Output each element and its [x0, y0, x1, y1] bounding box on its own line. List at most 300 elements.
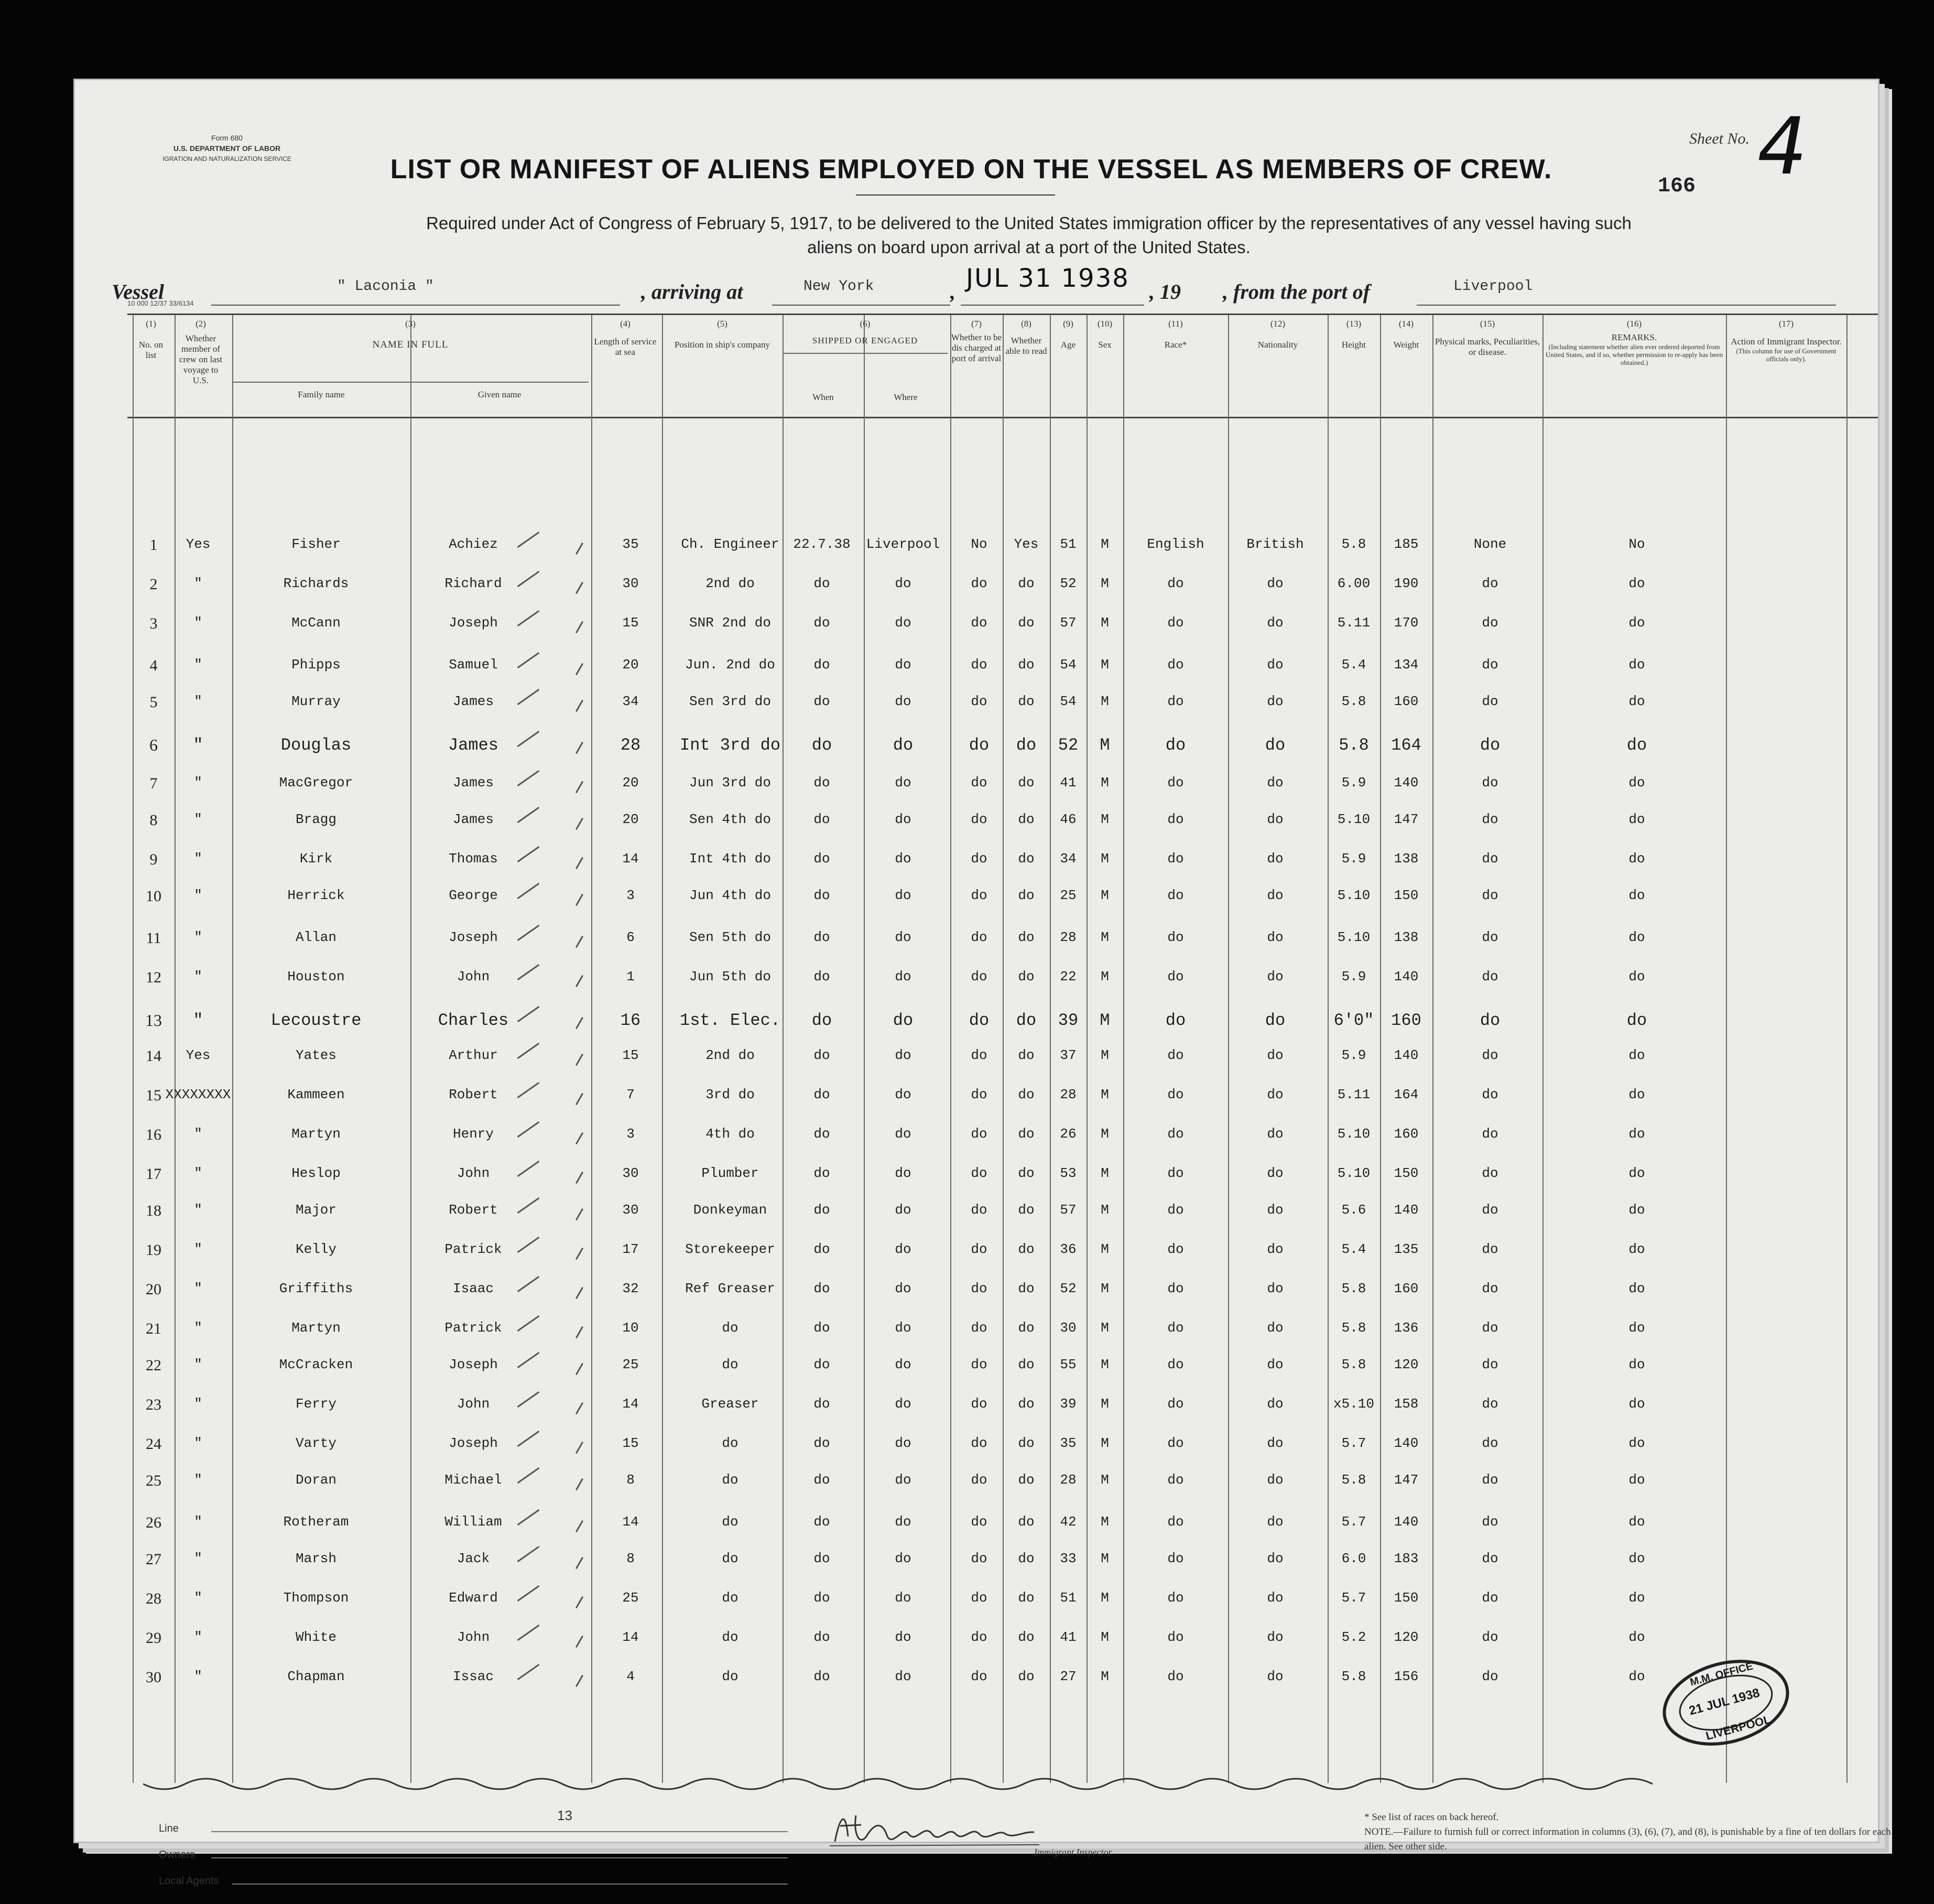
- col-header-1: (1) No. on list: [138, 319, 164, 360]
- family-name: Martyn: [291, 1320, 341, 1336]
- year-label: , 19: [1149, 280, 1181, 304]
- given-name: James: [448, 735, 499, 755]
- able-to-read: do: [1018, 1669, 1035, 1684]
- check-mark: [575, 1054, 583, 1066]
- physical-marks: do: [1482, 1047, 1498, 1063]
- position: 1st. Elec.: [679, 1011, 781, 1030]
- row-number: 8: [149, 812, 158, 829]
- physical-marks: do: [1482, 1126, 1498, 1142]
- crew-member-flag: ": [194, 694, 202, 709]
- crew-member-flag: ": [194, 1435, 202, 1451]
- able-to-read: do: [1018, 1281, 1035, 1296]
- remarks: do: [1628, 929, 1645, 945]
- height: 5.4: [1341, 657, 1366, 673]
- discharged: do: [971, 1590, 987, 1606]
- able-to-read: do: [1018, 1435, 1035, 1451]
- given-name: Patrick: [444, 1320, 502, 1336]
- given-name: James: [452, 812, 494, 827]
- shipped-when: do: [813, 851, 830, 867]
- discharged: do: [971, 775, 987, 791]
- nationality: do: [1267, 1669, 1284, 1684]
- row-number: 25: [146, 1472, 161, 1489]
- race: do: [1165, 735, 1186, 755]
- column-divider: [950, 315, 951, 1783]
- height: 5.8: [1341, 1320, 1366, 1336]
- vessel-label: Vessel: [112, 280, 164, 304]
- row-number: 16: [146, 1126, 161, 1143]
- age: 57: [1060, 615, 1077, 631]
- nationality: do: [1267, 929, 1284, 945]
- shipped-where: do: [895, 1281, 911, 1296]
- service-length: 7: [626, 1087, 635, 1102]
- service-length: 14: [622, 851, 639, 867]
- family-name: Allan: [295, 929, 337, 945]
- physical-marks: do: [1482, 1590, 1498, 1606]
- age: 53: [1060, 1165, 1077, 1181]
- weight: 160: [1391, 1011, 1421, 1030]
- service-length: 20: [622, 812, 639, 827]
- check-mark: [517, 1467, 540, 1484]
- check-mark: [517, 1082, 540, 1098]
- col-header-15: (15) Physical marks, Peculiarities, or disease.: [1435, 319, 1540, 357]
- remarks: do: [1628, 1629, 1645, 1645]
- service-length: 8: [626, 1551, 635, 1566]
- check-mark: [575, 975, 583, 987]
- nationality: do: [1267, 694, 1284, 709]
- height: 5.11: [1337, 1087, 1371, 1102]
- row-number: 18: [146, 1202, 161, 1219]
- shipped-where: do: [895, 576, 911, 591]
- age: 27: [1060, 1669, 1077, 1684]
- crew-member-flag: ": [194, 657, 202, 673]
- able-to-read: do: [1018, 576, 1035, 591]
- column-divider: [1228, 315, 1229, 1783]
- age: 30: [1060, 1320, 1077, 1336]
- col-header-12: (12) Nationality: [1257, 319, 1298, 350]
- height: 5.10: [1337, 888, 1371, 903]
- shipped-when: do: [813, 1472, 830, 1488]
- crew-member-flag: ": [194, 1202, 202, 1218]
- sex: M: [1101, 1281, 1109, 1296]
- nationality: do: [1267, 1202, 1284, 1218]
- crew-member-flag: ": [194, 888, 202, 903]
- owners-field-rule: [211, 1857, 788, 1858]
- check-mark: [575, 543, 583, 555]
- weight: 140: [1394, 1202, 1419, 1218]
- nationality: do: [1267, 1087, 1284, 1102]
- stamp-top: M.M. OFFICE: [1689, 1660, 1754, 1689]
- crew-member-flag: ": [194, 1357, 202, 1372]
- weight: 160: [1394, 1126, 1419, 1142]
- column-divider: [410, 315, 411, 1783]
- family-name: Chapman: [287, 1669, 345, 1684]
- col-header-6: (6) SHIPPED OR ENGAGED: [812, 319, 918, 345]
- physical-marks: do: [1482, 1669, 1498, 1684]
- age: 51: [1060, 536, 1077, 552]
- col-header-given: Given name: [477, 390, 521, 399]
- position: 3rd do: [705, 1087, 755, 1102]
- sheet-label: Sheet No.: [1689, 130, 1750, 147]
- weight: 140: [1394, 1047, 1419, 1063]
- height: 5.8: [1341, 694, 1366, 709]
- race: do: [1167, 1396, 1184, 1412]
- family-name: MacGregor: [279, 775, 353, 791]
- shipped-where: do: [895, 615, 911, 631]
- check-mark: [575, 700, 583, 712]
- remarks: do: [1628, 1396, 1645, 1412]
- shipped-when: do: [813, 1165, 830, 1181]
- shipped-where: do: [895, 1202, 911, 1218]
- race: do: [1167, 929, 1184, 945]
- family-name: Kelly: [295, 1241, 337, 1257]
- owners-label: Owners: [159, 1849, 195, 1860]
- check-mark: [575, 1636, 583, 1648]
- sheet-number: 4: [1749, 101, 1816, 192]
- check-mark: [575, 1402, 583, 1414]
- discharged: No: [971, 536, 987, 552]
- row-number: 17: [146, 1165, 161, 1183]
- position: Ref Greaser: [685, 1281, 775, 1296]
- discharged: do: [969, 1011, 990, 1030]
- col-header-8: (8) Whether able to read: [1005, 319, 1047, 356]
- shipped-when: do: [813, 1281, 830, 1296]
- given-name: George: [449, 888, 498, 903]
- departure-port: Liverpool: [1453, 278, 1533, 295]
- discharged: do: [971, 969, 987, 985]
- able-to-read: do: [1018, 1551, 1035, 1566]
- remarks: do: [1628, 888, 1645, 903]
- discharged: do: [971, 615, 987, 631]
- sex: M: [1100, 1011, 1110, 1030]
- nationality: British: [1246, 536, 1304, 552]
- race-note: * See list of races on back hereof.: [1364, 1812, 1499, 1823]
- check-mark: [517, 610, 540, 626]
- sex: M: [1101, 1629, 1109, 1645]
- weight: 156: [1394, 1669, 1419, 1684]
- shipped-when: do: [813, 775, 830, 791]
- physical-marks: do: [1482, 1241, 1498, 1257]
- able-to-read: do: [1018, 1320, 1035, 1336]
- position: Int 3rd do: [679, 735, 781, 755]
- nationality: do: [1267, 1320, 1284, 1336]
- family-name: Martyn: [291, 1126, 341, 1142]
- col-header-where: Where: [894, 392, 918, 402]
- shipped-where: do: [895, 969, 911, 985]
- service-length: 6: [626, 929, 635, 945]
- shipped-when: do: [813, 1241, 830, 1257]
- crew-member-flag: Yes: [186, 1047, 211, 1063]
- service-length: 28: [620, 735, 641, 755]
- shipped-where: do: [895, 1357, 911, 1372]
- sex: M: [1101, 1241, 1109, 1257]
- remarks: do: [1628, 812, 1645, 827]
- given-name: James: [452, 775, 494, 791]
- physical-marks: do: [1482, 1472, 1498, 1488]
- height: 5.11: [1337, 615, 1371, 631]
- able-to-read: do: [1018, 615, 1035, 631]
- remarks: do: [1628, 1590, 1645, 1606]
- comma: ,: [950, 280, 955, 304]
- weight: 136: [1394, 1320, 1419, 1336]
- remarks: do: [1628, 1435, 1645, 1451]
- row-number: 10: [146, 888, 161, 905]
- given-name: Richard: [444, 576, 502, 591]
- row-number: 30: [146, 1669, 161, 1686]
- service-length: 20: [622, 775, 639, 791]
- check-mark: [517, 1664, 540, 1680]
- height: 5.4: [1341, 1241, 1366, 1257]
- remarks: do: [1628, 1551, 1645, 1566]
- age: 41: [1060, 775, 1077, 791]
- nationality: do: [1265, 735, 1286, 755]
- position: do: [722, 1669, 738, 1684]
- family-name: Lecoustre: [270, 1011, 362, 1030]
- discharged: do: [971, 1551, 987, 1566]
- physical-marks: do: [1482, 1396, 1498, 1412]
- column-divider: [175, 315, 176, 1783]
- weight: 140: [1394, 969, 1419, 985]
- remarks: do: [1628, 694, 1645, 709]
- crew-member-flag: ": [194, 1165, 202, 1181]
- line-number: 13: [557, 1808, 572, 1823]
- shipped-where: do: [895, 775, 911, 791]
- shipped-when: do: [811, 1011, 832, 1030]
- service-length: 30: [622, 576, 639, 591]
- discharged: do: [971, 1165, 987, 1181]
- able-to-read: do: [1018, 657, 1035, 673]
- row-number: 12: [146, 969, 161, 986]
- footer-labels: [159, 1815, 219, 1894]
- shipped-where: do: [895, 1241, 911, 1257]
- remarks: do: [1628, 657, 1645, 673]
- given-name: Charles: [438, 1011, 509, 1030]
- column-divider: [1123, 315, 1124, 1783]
- family-name: Richards: [283, 576, 349, 591]
- remarks: do: [1628, 1281, 1645, 1296]
- check-mark: [517, 652, 540, 668]
- family-name: Thompson: [283, 1590, 349, 1606]
- position: 2nd do: [705, 1047, 755, 1063]
- subheader-rule: [232, 382, 589, 383]
- check-mark: [517, 770, 540, 786]
- col-header-10: (10) Sex: [1097, 319, 1113, 350]
- age: 26: [1060, 1126, 1077, 1142]
- position: do: [722, 1435, 738, 1451]
- weight: 138: [1394, 929, 1419, 945]
- weight: 170: [1394, 615, 1419, 631]
- weight: 185: [1394, 536, 1419, 552]
- position: Greaser: [701, 1396, 759, 1412]
- race: do: [1167, 1241, 1184, 1257]
- row-number: 29: [146, 1629, 161, 1647]
- sex: M: [1101, 694, 1109, 709]
- age: 25: [1060, 888, 1077, 903]
- family-name: Doran: [295, 1472, 337, 1488]
- able-to-read: do: [1018, 1514, 1035, 1530]
- row-number: 5: [149, 694, 158, 711]
- check-mark: [575, 1287, 583, 1299]
- shipped-where: do: [895, 1669, 911, 1684]
- sex: M: [1101, 1047, 1109, 1063]
- check-mark: [517, 1625, 540, 1641]
- col-header-11: (11) Race*: [1164, 319, 1187, 350]
- sex: M: [1101, 888, 1109, 903]
- physical-marks: do: [1482, 1514, 1498, 1530]
- weight: 190: [1394, 576, 1419, 591]
- check-mark: [575, 621, 583, 633]
- service-length: 25: [622, 1357, 639, 1372]
- nationality: do: [1267, 888, 1284, 903]
- family-name: McCann: [291, 615, 341, 631]
- crew-member-flag: ": [194, 851, 202, 867]
- crew-member-flag: Yes: [186, 536, 211, 552]
- physical-marks: do: [1480, 1011, 1501, 1030]
- race: do: [1167, 1047, 1184, 1063]
- column-divider: [1050, 315, 1051, 1783]
- physical-marks: do: [1482, 775, 1498, 791]
- position: do: [722, 1551, 738, 1566]
- service-length: 32: [622, 1281, 639, 1296]
- service-length: 25: [622, 1590, 639, 1606]
- physical-marks: do: [1482, 888, 1498, 903]
- nationality: do: [1267, 1551, 1284, 1566]
- page-stamp: 166: [1658, 175, 1696, 198]
- crew-member-flag: ": [193, 735, 203, 755]
- age: 28: [1060, 1087, 1077, 1102]
- given-name: Joseph: [449, 1357, 498, 1372]
- nationality: do: [1267, 1281, 1284, 1296]
- nationality: do: [1267, 615, 1284, 631]
- given-name: Edward: [449, 1590, 498, 1606]
- shipped-when: do: [813, 615, 830, 631]
- sex: M: [1101, 1669, 1109, 1684]
- able-to-read: do: [1018, 1087, 1035, 1102]
- position: 4th do: [705, 1126, 755, 1142]
- race: do: [1167, 1087, 1184, 1102]
- crew-member-flag: ": [194, 1514, 202, 1530]
- check-mark: [517, 925, 540, 941]
- family-name: Major: [295, 1202, 337, 1218]
- nationality: do: [1267, 1435, 1284, 1451]
- row-number: 23: [146, 1396, 161, 1413]
- able-to-read: do: [1018, 1629, 1035, 1645]
- crew-member-flag: ": [194, 1629, 202, 1645]
- physical-marks: do: [1482, 1087, 1498, 1102]
- race: do: [1167, 1590, 1184, 1606]
- family-name: McCracken: [279, 1357, 353, 1372]
- given-name: Joseph: [449, 1435, 498, 1451]
- race: do: [1167, 1281, 1184, 1296]
- shipped-where: do: [893, 1011, 914, 1030]
- race: do: [1167, 1320, 1184, 1336]
- check-mark: [517, 1197, 540, 1214]
- height: 5.10: [1337, 929, 1371, 945]
- sex: M: [1101, 1087, 1109, 1102]
- discharged: do: [971, 1669, 987, 1684]
- remarks: do: [1628, 1241, 1645, 1257]
- crew-member-flag: XXXXXXXX: [165, 1087, 231, 1102]
- discharged: do: [971, 1514, 987, 1530]
- service-length: 14: [622, 1514, 639, 1530]
- able-to-read: do: [1016, 735, 1037, 755]
- race: do: [1167, 1629, 1184, 1645]
- row-number: 14: [146, 1047, 161, 1065]
- from-port-label: , from the port of: [1223, 280, 1371, 304]
- weight: 150: [1394, 888, 1419, 903]
- race: do: [1167, 657, 1184, 673]
- shipped-when: do: [813, 576, 830, 591]
- family-name: Varty: [295, 1435, 337, 1451]
- crew-member-flag: ": [193, 1011, 203, 1030]
- physical-marks: do: [1482, 1281, 1498, 1296]
- nationality: do: [1267, 1047, 1284, 1063]
- nationality: do: [1267, 1590, 1284, 1606]
- row-number: 13: [145, 1011, 162, 1030]
- nationality: do: [1267, 1472, 1284, 1488]
- shipped-when: do: [813, 1514, 830, 1530]
- check-mark: [517, 846, 540, 862]
- crew-member-flag: ": [194, 1126, 202, 1142]
- race: do: [1165, 1011, 1186, 1030]
- physical-marks: None: [1473, 536, 1507, 552]
- check-mark: [575, 1478, 583, 1490]
- remarks: do: [1628, 1202, 1645, 1218]
- race: do: [1167, 1202, 1184, 1218]
- family-name: Griffiths: [279, 1281, 353, 1296]
- service-length: 30: [622, 1165, 639, 1181]
- able-to-read: do: [1018, 775, 1035, 791]
- sex: M: [1101, 1357, 1109, 1372]
- column-divider: [864, 315, 865, 1783]
- crew-member-flag: ": [194, 969, 202, 985]
- shipped-where: do: [895, 694, 911, 709]
- check-mark: [575, 1520, 583, 1532]
- row-number: 15: [146, 1087, 161, 1104]
- shipped-where: do: [895, 1590, 911, 1606]
- crew-member-flag: ": [194, 1551, 202, 1566]
- shipped-where: do: [895, 1087, 911, 1102]
- shipped-where: do: [895, 812, 911, 827]
- height: 5.9: [1341, 969, 1366, 985]
- row-number: 19: [146, 1241, 161, 1259]
- check-mark: [517, 1391, 540, 1408]
- able-to-read: do: [1018, 929, 1035, 945]
- check-mark: [575, 1596, 583, 1608]
- given-name: Issac: [452, 1669, 494, 1684]
- shipped-when: do: [813, 694, 830, 709]
- race: do: [1167, 615, 1184, 631]
- form-header: [154, 133, 300, 164]
- age: 34: [1060, 851, 1077, 867]
- physical-marks: do: [1482, 1357, 1498, 1372]
- nationality: do: [1267, 775, 1284, 791]
- position: Int 4th do: [689, 851, 772, 867]
- row-number: 27: [146, 1551, 161, 1568]
- nationality: do: [1267, 1241, 1284, 1257]
- col-header-5: (5) Position in ship's company: [674, 319, 770, 350]
- able-to-read: do: [1018, 1126, 1035, 1142]
- service-length: 14: [622, 1629, 639, 1645]
- race: do: [1167, 775, 1184, 791]
- age: 55: [1060, 1357, 1077, 1372]
- given-name: Thomas: [449, 851, 498, 867]
- row-number: 3: [149, 615, 158, 632]
- check-mark: [575, 894, 583, 906]
- given-name: Robert: [449, 1202, 498, 1218]
- discharged: do: [971, 812, 987, 827]
- race: do: [1167, 1165, 1184, 1181]
- nationality: do: [1267, 657, 1284, 673]
